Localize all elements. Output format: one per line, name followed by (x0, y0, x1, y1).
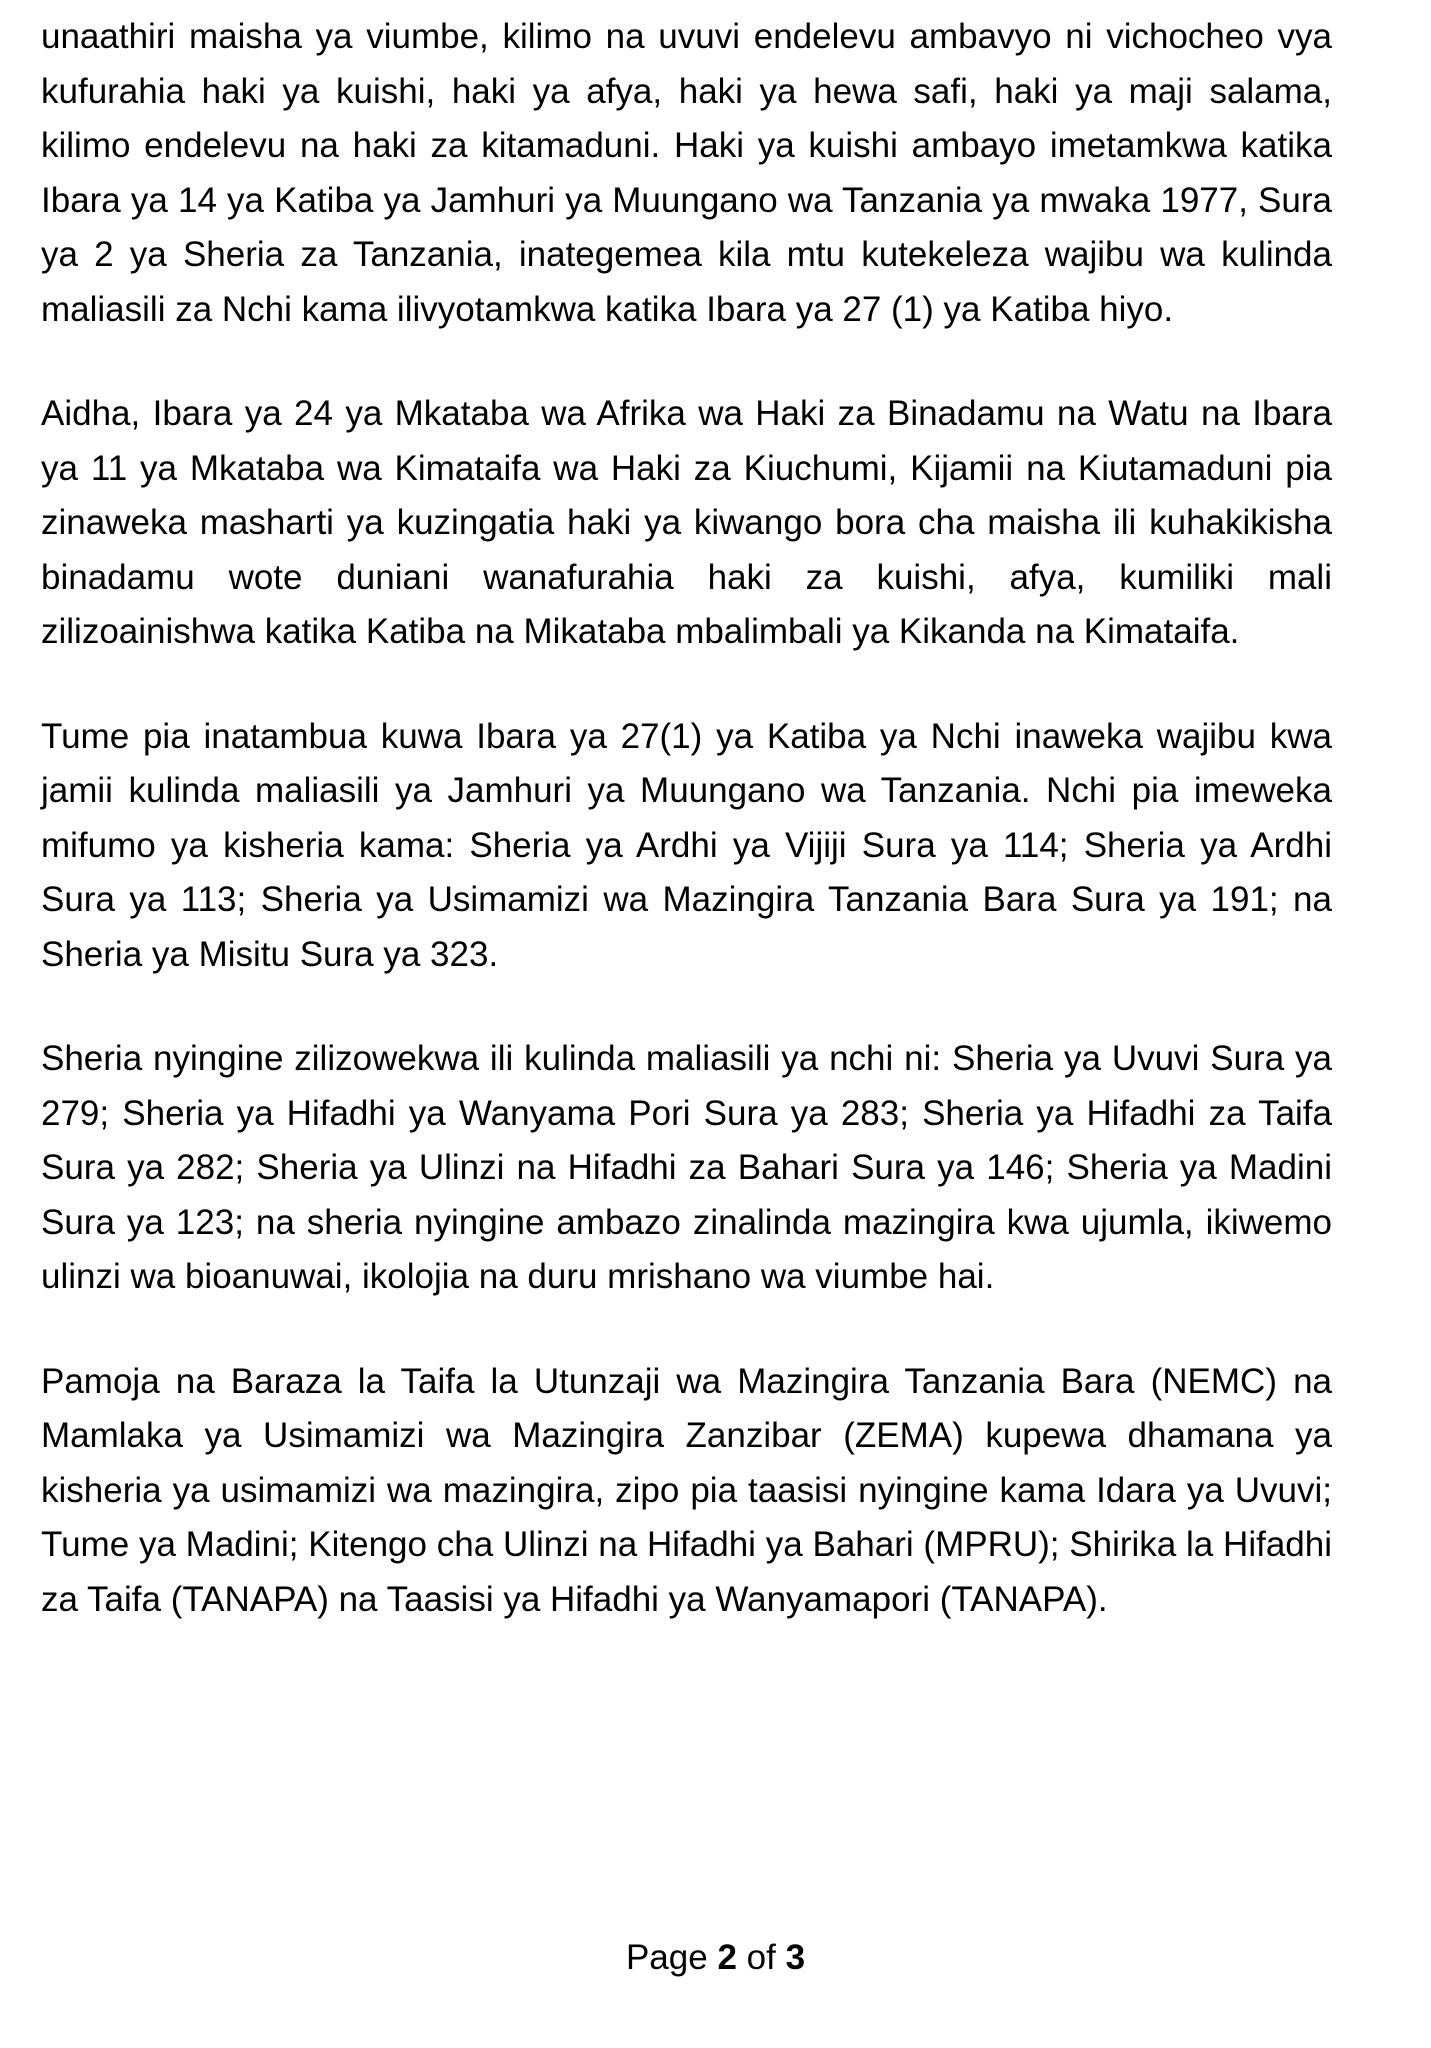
paragraph-1: unaathiri maisha ya viumbe, kilimo na uvuvi endelevu ambavyo ni vichocheo vya kufurahia haki ya kuishi, haki ya afya, haki ya hewa safi, haki ya maji salama, kilimo endelevu na haki za kitamaduni. Haki ya kuishi ambayo imetamkwa katika Ibara ya 14 ya Katiba ya Jamhuri ya Muungano wa Tanzania ya mwaka 1977, Sura ya 2 ya Sheria za Tanzania, inategemea kila mtu kutekeleza wajibu wa kulinda maliasili za Nchi kama ilivyotamkwa katika Ibara ya 27 (1) ya Katiba hiyo. (41, 17, 1332, 329)
current-page-number: 2 (717, 1938, 737, 1977)
page-word: Page (625, 1938, 708, 1977)
paragraph-3: Tume pia inatambua kuwa Ibara ya 27(1) ya Katiba ya Nchi inaweka wajibu kwa jamii kulinda maliasili ya Jamhuri ya Muungano wa Tanzania. Nchi pia imeweka mifumo ya kisheria kama: Sheria ya Ardhi ya Vijiji Sura ya 114; Sheria ya Ardhi Sura ya 113; Sheria ya Usimamizi wa Mazingira Tanzania Bara Sura ya 191; na Sheria ya Misitu Sura ya 323. (41, 716, 1332, 974)
paragraph-4: Sheria nyingine zilizowekwa ili kulinda maliasili ya nchi ni: Sheria ya Uvuvi Sura ya 279; Sheria ya Hifadhi ya Wanyama Pori Sura ya 283; Sheria ya Hifadhi za Taifa Sura ya 282; Sheria ya Ulinzi na Hifadhi za Bahari Sura ya 146; Sheria ya Madini Sura ya 123; na sheria nyingine ambazo zinalinda mazingira kwa ujumla, ikiwemo ulinzi wa bioanuwai, ikolojia na duru mrishano wa viumbe hai. (41, 1039, 1332, 1296)
paragraph-2: Aidha, Ibara ya 24 ya Mkataba wa Afrika wa Haki za Binadamu na Watu na Ibara ya 11 ya Mkataba wa Kimataifa wa Haki za Kiuchumi, Kijamii na Kiutamaduni pia zinaweka masharti ya kuzingatia haki ya kiwango bora cha maisha ili kuhakikisha binadamu wote duniani wanafurahia haki za kuishi, afya, kumiliki mali zilizoainishwa katika Katiba na Mikataba mbalimbali ya Kikanda na Kimataifa. (41, 394, 1332, 651)
paragraph-5: Pamoja na Baraza la Taifa la Utunzaji wa Mazingira Tanzania Bara (NEMC) na Mamlaka ya Usimamizi wa Mazingira Zanzibar (ZEMA) kupewa dhamana ya kisheria ya usimamizi wa mazingira, zipo pia taasisi nyingine kama Idara ya Uvuvi; Tume ya Madini; Kitengo cha Ulinzi na Hifadhi ya Bahari (MPRU); Shirika la Hifadhi za Taifa (TANAPA) na Taasisi ya Hifadhi ya Wanyamapori (TANAPA). (41, 1361, 1332, 1619)
of-word: of (746, 1938, 776, 1977)
total-pages-number: 3 (785, 1938, 806, 1977)
page-footer (0, 1938, 1431, 1978)
document-body (41, 10, 1332, 1677)
